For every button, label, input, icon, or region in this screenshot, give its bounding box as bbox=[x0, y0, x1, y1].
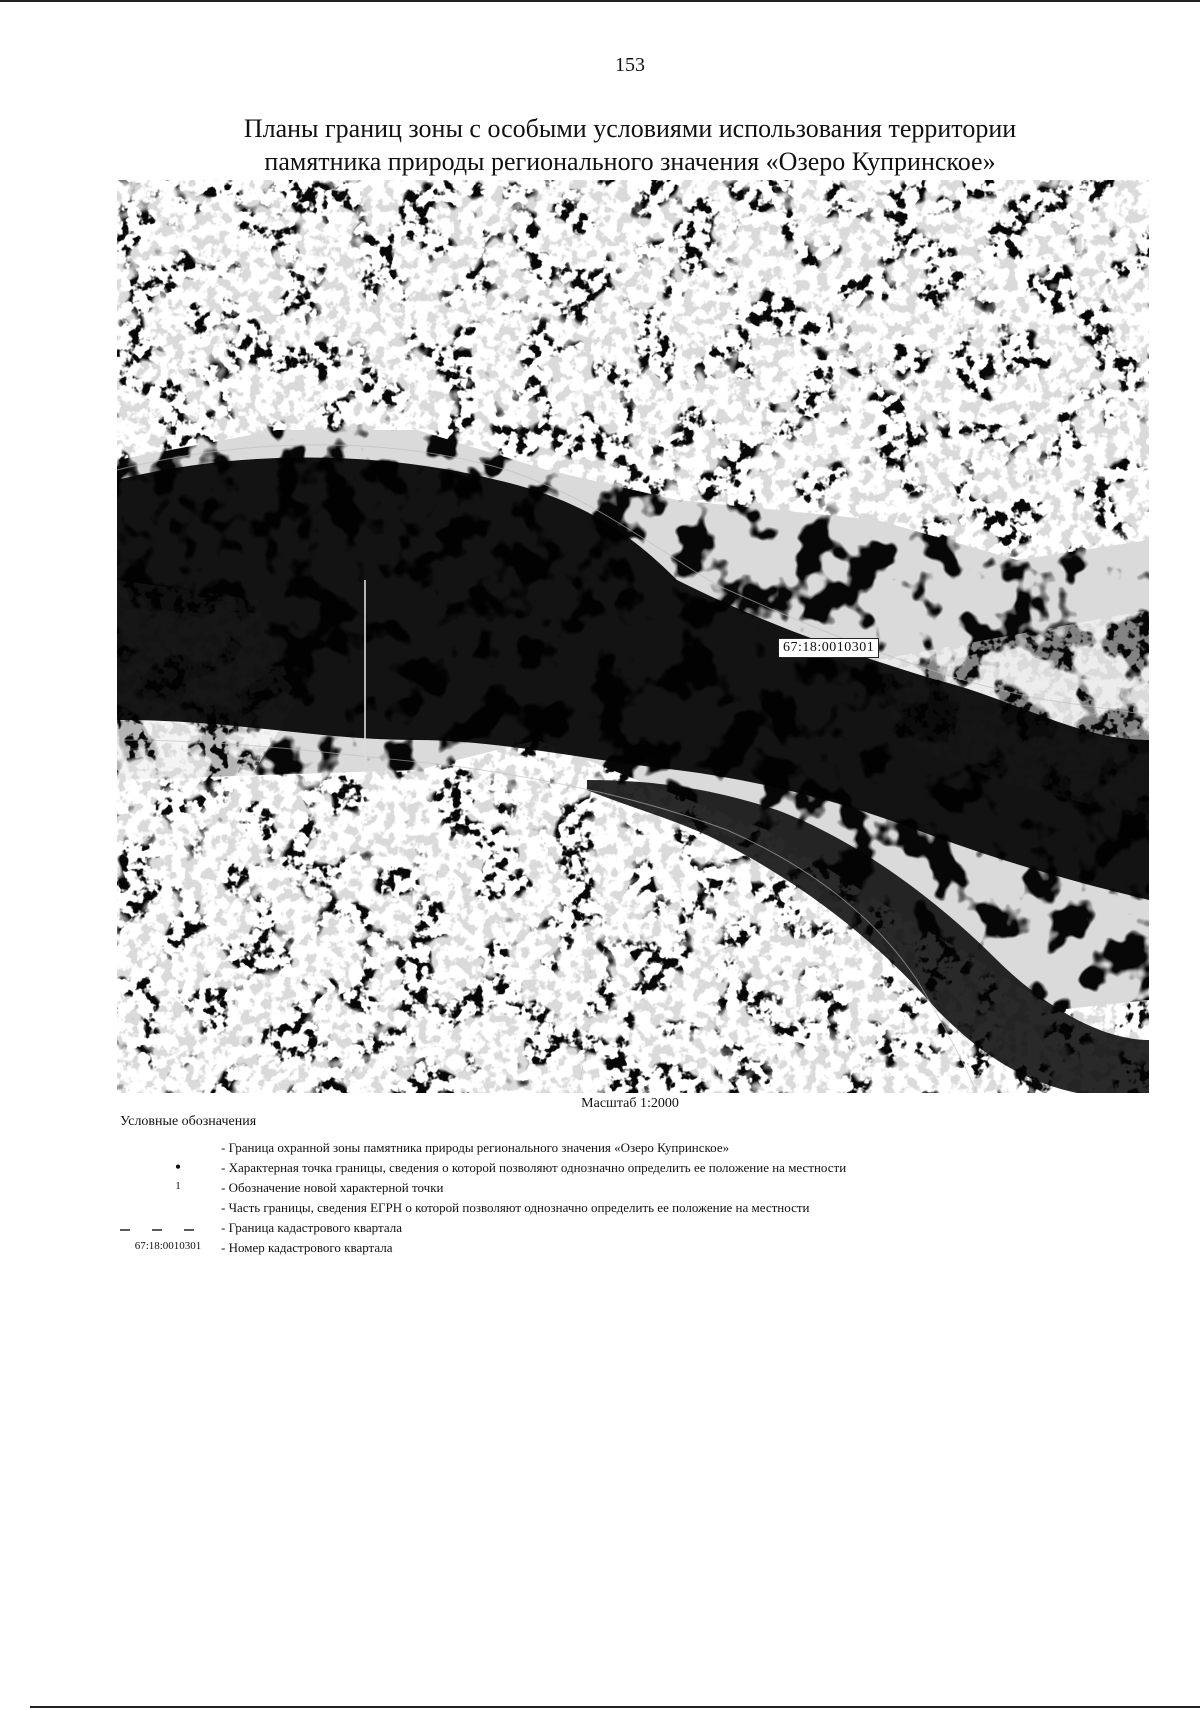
scan-edge-bottom bbox=[30, 1706, 1200, 1708]
egrn-line-symbol bbox=[118, 1200, 218, 1220]
legend-item-text: - Обозначение новой характерной точки bbox=[221, 1180, 444, 1195]
satellite-map bbox=[117, 180, 1149, 1093]
title-line-2: памятника природы регионального значения «Озеро Купринское» bbox=[264, 147, 996, 176]
legend-item bbox=[118, 1200, 1158, 1220]
legend-item bbox=[118, 1220, 1158, 1240]
cadastral-number-symbol: 67:18:0010301 bbox=[134, 1240, 202, 1252]
map-scale: Масштаб 1:2000 bbox=[581, 1096, 679, 1111]
boundary-line-symbol bbox=[118, 1140, 218, 1160]
legend-item-text: - Часть границы, сведения ЕГРН о которой позволяют однозначно определить ее положение на местности bbox=[221, 1200, 810, 1215]
dash-line-icon bbox=[118, 1220, 218, 1240]
point-number-symbol: 1 bbox=[175, 1180, 181, 1192]
page-number: 153 bbox=[615, 54, 645, 76]
scan-edge-top bbox=[0, 0, 1200, 2]
cadastral-block-label: 67:18:0010301 bbox=[778, 638, 879, 658]
title-line-1: Планы границ зоны с особыми условиями использования территории bbox=[243, 114, 1017, 143]
satellite-image bbox=[117, 180, 1149, 1093]
legend-item bbox=[118, 1180, 1158, 1200]
legend-item-text: - Номер кадастрового квартала bbox=[221, 1240, 393, 1255]
legend-item bbox=[118, 1157, 1158, 1180]
legend-item bbox=[118, 1240, 1158, 1260]
cadastral-dash-line-symbol bbox=[118, 1220, 218, 1240]
legend-title: Условные обозначения bbox=[120, 1114, 257, 1129]
page-title bbox=[200, 112, 1060, 178]
point-dot-symbol: • bbox=[174, 1157, 182, 1177]
legend-item-text: - Граница охранной зоны памятника природы регионального значения «Озеро Купринское» bbox=[221, 1140, 730, 1155]
legend-item-text: - Характерная точка границы, сведения о которой позволяют однозначно определить ее положение на местности bbox=[221, 1160, 847, 1175]
legend-item bbox=[118, 1140, 1158, 1160]
legend-item-text: - Граница кадастрового квартала bbox=[221, 1220, 402, 1235]
